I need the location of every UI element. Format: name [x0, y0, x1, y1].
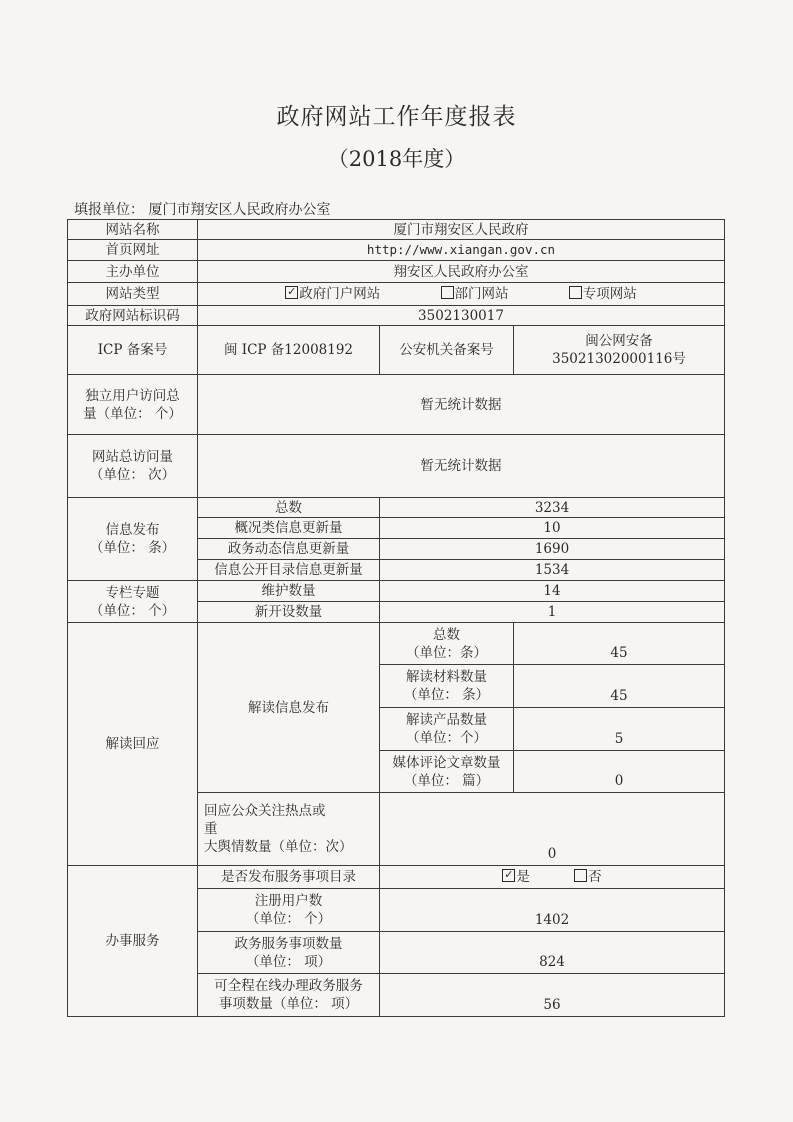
interpretation-item-label: 解读产品数量 （单位：个）: [380, 708, 514, 751]
catalog-option-no: 否: [574, 868, 602, 886]
response-label: 回应公众关注热点或重 大舆情数量（单位：次）: [198, 793, 380, 866]
site-id-value: 3502130017: [198, 306, 725, 326]
interpretation-item-label: 总数 （单位：条）: [380, 623, 514, 665]
interpretation-sub-label: 解读信息发布: [198, 623, 380, 793]
table-row: [68, 581, 725, 602]
total-visits-value: 暂无统计数据: [198, 435, 725, 498]
services-item-value: 824: [380, 932, 725, 974]
homepage-value: http://www.xiangan.gov.cn: [198, 240, 725, 261]
checkbox-empty-icon: [574, 869, 587, 882]
police-record-value: 闽公网安备 35021302000116号: [514, 326, 725, 375]
checkbox-checked-icon: ✓: [504, 868, 514, 881]
interpretation-label: 解读回应: [68, 623, 198, 866]
row-site-id: [68, 306, 725, 326]
catalog-option-yes: ✓ 是: [504, 868, 530, 885]
catalog-label: 是否发布服务事项目录: [198, 866, 380, 889]
icp-label: ICP 备案号: [68, 326, 198, 375]
site-type-option-department: 部门网站: [441, 285, 509, 303]
table-row: [68, 866, 725, 889]
interpretation-item-value: 45: [514, 623, 725, 665]
report-title: 政府网站工作年度报表: [276, 104, 517, 130]
report-table: [67, 219, 725, 1017]
site-id-label: 政府网站标识码: [68, 306, 198, 326]
interpretation-item-label: 媒体评论文章数量 （单位： 篇）: [380, 751, 514, 793]
checkbox-checked-icon: ✓: [287, 285, 297, 298]
columns-item-label: 新开设数量: [198, 602, 380, 623]
report-year: （2018年度）: [327, 147, 466, 171]
row-icp: [68, 326, 725, 375]
services-item-label: 可全程在线办理政务服务 事项数量（单位： 项）: [198, 974, 380, 1017]
table-row: [68, 623, 725, 665]
services-item-value: 56: [380, 974, 725, 1017]
info-publish-item-label: 总数: [198, 498, 380, 518]
filler-value: 厦门市翔安区人民政府办公室: [148, 202, 331, 218]
interpretation-item-value: 5: [514, 708, 725, 751]
row-unique-visitors: [68, 375, 725, 435]
services-label: 办事服务: [68, 866, 198, 1017]
columns-item-label: 维护数量: [198, 581, 380, 602]
info-publish-item-value: 10: [380, 518, 725, 539]
homepage-label: 首页网址: [68, 240, 198, 261]
info-publish-item-value: 3234: [380, 498, 725, 518]
site-type-options: [198, 283, 725, 306]
total-visits-label: 网站总访问量 （单位： 次）: [68, 435, 198, 498]
site-type-option-portal: ✓ 政府门户网站: [287, 285, 381, 302]
checkbox-empty-icon: [569, 286, 582, 299]
host-value: 翔安区人民政府办公室: [198, 261, 725, 283]
interpretation-item-value: 45: [514, 665, 725, 708]
unique-visitors-value: 暂无统计数据: [198, 375, 725, 435]
info-publish-item-value: 1690: [380, 539, 725, 560]
checkbox-empty-icon: [441, 286, 454, 299]
columns-item-value: 1: [380, 602, 725, 623]
police-record-label: 公安机关备案号: [380, 326, 514, 375]
table-row: [68, 498, 725, 518]
row-total-visits: [68, 435, 725, 498]
response-value: 0: [380, 793, 725, 866]
filler-label: 填报单位：: [74, 202, 144, 218]
catalog-options: [380, 866, 725, 889]
filler-unit: [74, 199, 330, 219]
row-host: [68, 261, 725, 283]
columns-item-value: 14: [380, 581, 725, 602]
unique-visitors-label: 独立用户访问总 量（单位： 个）: [68, 375, 198, 435]
host-label: 主办单位: [68, 261, 198, 283]
interpretation-item-label: 解读材料数量 （单位： 条）: [380, 665, 514, 708]
info-publish-item-label: 信息公开目录信息更新量: [198, 560, 380, 581]
services-item-value: 1402: [380, 889, 725, 932]
info-publish-item-value: 1534: [380, 560, 725, 581]
site-name-value: 厦门市翔安区人民政府: [198, 220, 725, 240]
interpretation-item-value: 0: [514, 751, 725, 793]
site-type-option-special: 专项网站: [569, 285, 637, 303]
services-item-label: 注册用户数 （单位： 个）: [198, 889, 380, 932]
info-publish-label: 信息发布 （单位： 条）: [68, 498, 198, 581]
services-item-label: 政务服务事项数量 （单位： 项）: [198, 932, 380, 974]
icp-value: 闽 ICP 备12008192: [198, 326, 380, 375]
info-publish-item-label: 政务动态信息更新量: [198, 539, 380, 560]
info-publish-item-label: 概况类信息更新量: [198, 518, 380, 539]
row-homepage: [68, 240, 725, 261]
row-site-name: [68, 220, 725, 240]
site-name-label: 网站名称: [68, 220, 198, 240]
site-type-label: 网站类型: [68, 283, 198, 306]
columns-label: 专栏专题 （单位： 个）: [68, 581, 198, 623]
row-site-type: [68, 283, 725, 306]
